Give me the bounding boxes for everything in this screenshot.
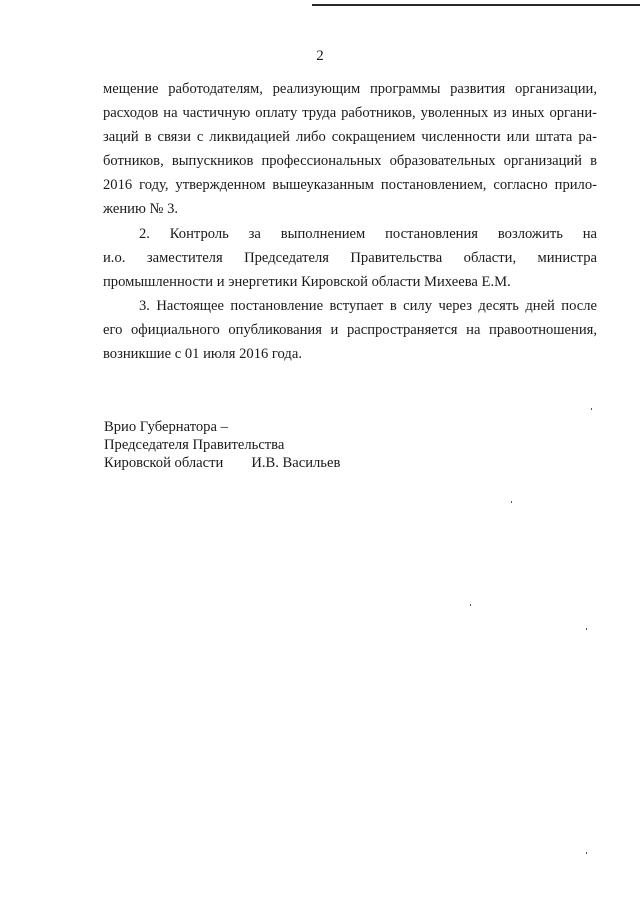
page-number: 2 xyxy=(316,48,324,64)
text-line: ботников, выпускников профессиональных образовательных организаций в xyxy=(103,153,597,170)
scan-speck xyxy=(586,628,587,630)
scan-speck xyxy=(586,852,587,854)
text-line: расходов на частичную оплату труда работников, уволенных из иных органи- xyxy=(103,105,597,122)
text-line: жению № 3. xyxy=(103,201,179,218)
signatory-region: Кировской области xyxy=(104,455,224,471)
signatory-region-line xyxy=(104,454,340,472)
paragraph-item-2 xyxy=(103,222,597,294)
signatory-title-line-1: Врио Губернатора – xyxy=(104,419,228,435)
text-line: и.о. заместителя Председателя Правительства области, министра xyxy=(103,249,597,266)
scan-speck xyxy=(511,501,512,503)
signatory-name: И.В. Васильев xyxy=(251,455,341,471)
text-line: 3. Настоящее постановление вступает в силу через десять дней после xyxy=(139,297,597,314)
signature-block xyxy=(104,418,340,472)
signatory-title-line-2: Председателя Правительства xyxy=(104,437,285,453)
text-line: заций в связи с ликвидацией либо сокращением численности или штата ра- xyxy=(103,129,597,146)
text-line: его официального опубликования и распространяется на правоотношения, xyxy=(103,321,597,338)
document-body xyxy=(103,77,597,366)
top-border-line xyxy=(312,4,640,6)
scan-speck xyxy=(470,604,471,606)
text-line: мещение работодателям, реализующим программы развития организации, xyxy=(103,81,597,97)
text-line: промышленности и энергетики Кировской области Михеева Е.М. xyxy=(103,273,511,290)
text-line: 2016 году, утвержденном вышеуказанным постановлением, согласно прило- xyxy=(103,177,597,194)
text-line: возникшие с 01 июля 2016 года. xyxy=(103,346,302,363)
text-line: 2. Контроль за выполнением постановления возложить на xyxy=(139,225,597,242)
paragraph-continuation xyxy=(103,77,597,222)
scan-speck xyxy=(591,408,592,410)
paragraph-item-3 xyxy=(103,294,597,366)
